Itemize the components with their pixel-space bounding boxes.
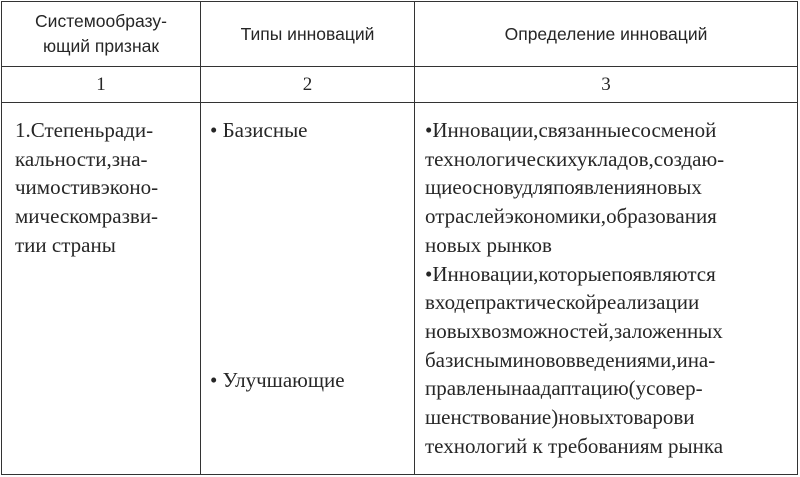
header-cell-types — [201, 2, 415, 67]
criterion-line: мическомразви- — [15, 204, 159, 229]
types-cell — [201, 103, 415, 475]
definition-basic — [425, 116, 789, 260]
definition-line: входепрактическойреализации — [425, 290, 700, 315]
innovation-classification-table — [1, 1, 798, 475]
criterion-cell — [2, 103, 201, 475]
table-row — [2, 103, 798, 475]
type-improving: • Улучшающие — [210, 368, 345, 392]
definition-line: технологий к требованиям рынка — [425, 433, 724, 458]
header-cell-definitions — [415, 2, 798, 67]
definition-line: •Инновации,которыепоявляются — [425, 261, 716, 286]
definition-line: правленынаадаптацию(усовер- — [425, 376, 703, 401]
header-types-label: Типы инноваций — [240, 23, 375, 44]
definition-line: отраслейэкономики,образования — [425, 204, 717, 229]
column-number-row — [2, 67, 798, 103]
header-definitions-label: Определение инноваций — [504, 23, 708, 44]
definition-line: новыхвозможностей,заложенных — [425, 318, 723, 343]
definition-line: новых рынков — [425, 232, 552, 257]
header-row — [2, 2, 798, 67]
definition-line: щиеосновудляпоявленияновых — [425, 175, 702, 200]
criterion-line: чимостивэконо- — [15, 175, 159, 200]
header-cell-criterion — [2, 2, 201, 67]
column-number: 3 — [415, 67, 798, 103]
definition-line: базисныминововведениями,ина- — [425, 347, 716, 372]
header-criterion-line: Системообразу- — [35, 11, 167, 31]
criterion-line: 1.Степеньради- — [15, 118, 154, 142]
header-criterion-line: ющий признак — [43, 36, 159, 56]
definition-line: шенствование)новыхтоварови — [425, 405, 695, 430]
criterion-line: тии страны — [15, 232, 116, 257]
criterion-line: кальности,зна- — [15, 146, 148, 171]
definitions-cell — [415, 103, 798, 475]
definition-improving — [425, 260, 789, 461]
column-number: 2 — [201, 67, 415, 103]
definition-line: •Инновации,связанныесосменой — [425, 118, 717, 142]
type-basic: • Базисные — [210, 118, 308, 142]
definition-line: технологическихукладов,создаю- — [425, 146, 725, 171]
column-number: 1 — [2, 67, 201, 103]
